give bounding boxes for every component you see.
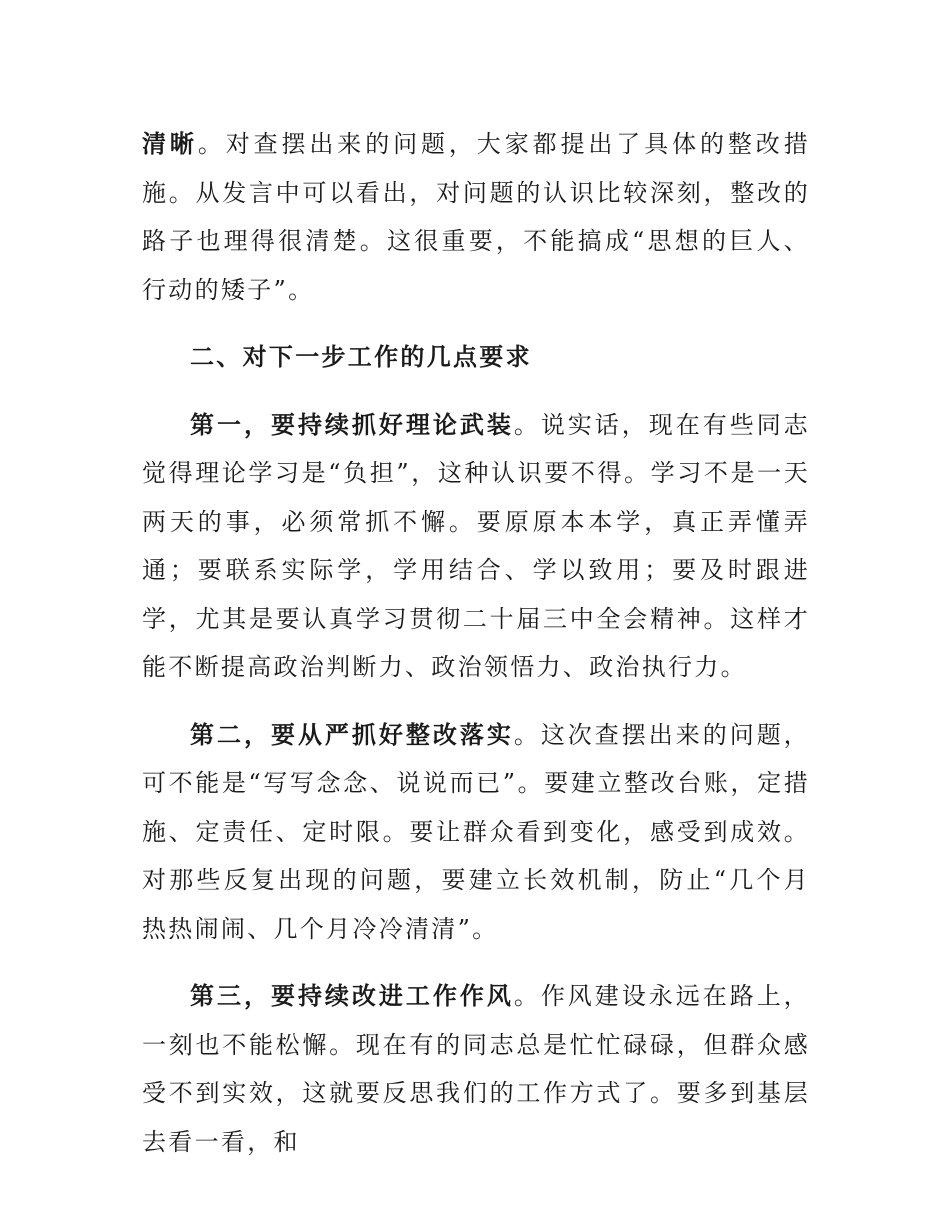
paragraph-third-requirement [142, 972, 810, 1166]
section-heading: 二、对下一步工作的几点要求 [190, 342, 532, 371]
paragraph-lead: 第三，要持续改进工作作风 [190, 981, 514, 1010]
paragraph-continuation [142, 120, 810, 314]
paragraph-lead: 清晰 [142, 129, 198, 158]
paragraph-first-requirement [142, 401, 810, 692]
paragraph-text: 。对查摆出来的问题，大家都提出了具体的整改措施。从发言中可以看出，对问题的认识比较深刻，整改的路子也理得很清楚。这很重要，不能搞成“思想的巨人、行动的矮子”。 [142, 130, 810, 304]
paragraph-second-requirement [142, 711, 810, 954]
paragraph-text: 。作风建设永远在路上，一刻也不能松懈。现在有的同志总是忙忙碌碌，但群众感受不到实效，这就要反思我们的工作方式了。要多到基层去看一看，和 [142, 982, 810, 1156]
paragraph-lead: 第一，要持续抓好理论武装 [190, 409, 514, 439]
paragraph-lead: 第二，要从严抓好整改落实 [190, 719, 514, 749]
paragraph-text: 。这次查摆出来的问题，可不能是“写写念念、说说而已”。要建立整改台账，定措施、定责任、定时限。要让群众看到变化，感受到成效。对那些反复出现的问题，要建立长效机制，防止“几个月热热闹闹、几个月冷冷清清”。 [142, 720, 810, 943]
paragraph-text: 。说实话，现在有些同志觉得理论学习是“负担”，这种认识要不得。学习不是一天两天的事，必须常抓不懈。要原原本本学，真正弄懂弄通；要联系实际学，学用结合、学以致用；要及时跟进学，尤其是要认真学习贯彻二十届三中全会精神。这样才能不断提高政治判断力、政治领悟力、政治执行力。 [142, 410, 810, 681]
document-page [142, 120, 810, 1166]
